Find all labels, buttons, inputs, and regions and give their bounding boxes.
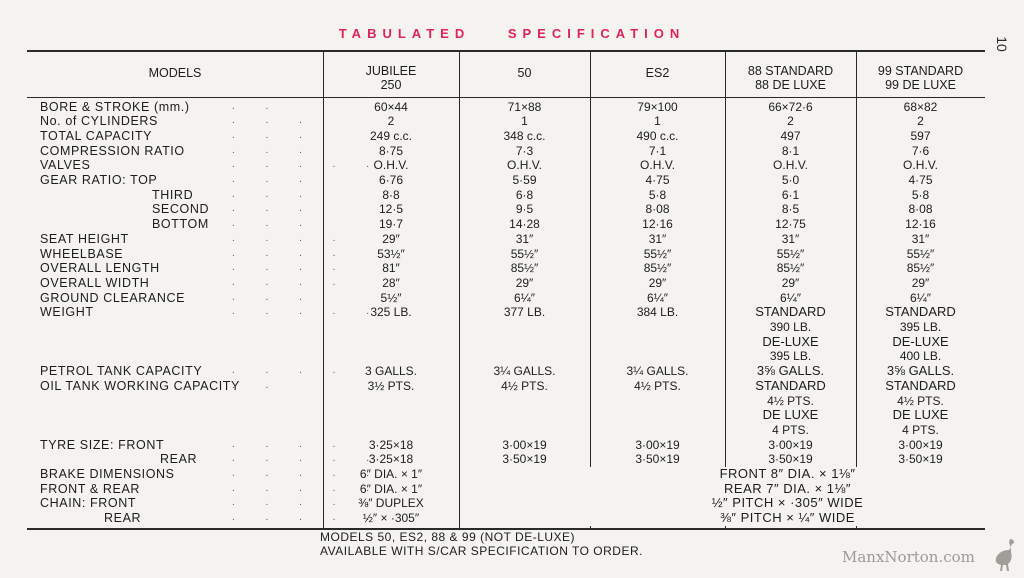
table-cell: 5·59 xyxy=(512,173,537,187)
table-cell: 390 LB. xyxy=(769,320,812,334)
footnote-line-1: MODELS 50, ES2, 88 & 99 (NOT DE-LUXE) xyxy=(320,530,576,544)
table-cell: 31″ xyxy=(781,231,800,246)
leader-dots: . . xyxy=(232,100,283,112)
table-cell: 2 xyxy=(387,114,395,129)
row-label: VALVES xyxy=(40,158,91,173)
table-cell: 12·5 xyxy=(378,202,404,217)
column-header xyxy=(856,64,985,92)
table-cell: 6¼″ xyxy=(514,290,535,305)
row-label: REAR xyxy=(104,511,142,526)
table-cell: STANDARD xyxy=(755,377,826,393)
leader-dots: . . . xyxy=(232,203,316,215)
table-cell: 81″ xyxy=(382,261,400,276)
table-cell: 29″ xyxy=(382,231,400,246)
column-header xyxy=(459,66,590,80)
row-label: OVERALL LENGTH xyxy=(40,261,160,276)
table-cell: 395 LB. xyxy=(899,320,942,334)
table-cell: 12·16 xyxy=(905,217,936,232)
table-cell: 6″ DIA. × 1″ xyxy=(359,481,423,496)
spanning-cell: REAR 7″ DIA. × 1⅛″ xyxy=(724,480,851,496)
table-cell: 3·25×18 xyxy=(368,452,414,467)
leader-dots: . . . xyxy=(232,144,316,156)
table-cell: DE LUXE xyxy=(762,407,819,423)
table-cell: 400 LB. xyxy=(899,349,942,364)
row-label: OVERALL WIDTH xyxy=(40,275,150,290)
leader-dots: . . . . . xyxy=(232,512,384,524)
leader-dots: . . . . . xyxy=(232,306,384,318)
table-cell: 85½″ xyxy=(906,261,935,276)
table-cell: 4½ PTS. xyxy=(634,378,681,393)
table-cell: 6·8 xyxy=(515,187,534,202)
emu-logo-icon xyxy=(990,536,1020,572)
table-cell: O.H.V. xyxy=(773,158,808,173)
row-label: SECOND xyxy=(152,202,210,217)
column-header-line-2: 250 xyxy=(380,78,402,92)
row-label: BRAKE DIMENSIONS xyxy=(40,467,175,481)
column-header-line-1: JUBILEE xyxy=(365,64,417,78)
table-cell: 8·08 xyxy=(645,202,670,217)
table-cell: STANDARD xyxy=(755,304,826,320)
table-cell: 377 LB. xyxy=(503,305,546,320)
spanning-cell: ⅜″ PITCH × ¼″ WIDE xyxy=(720,510,855,526)
table-cell: 31″ xyxy=(648,231,667,246)
table-cell: ⅜″ DUPLEX xyxy=(358,496,424,511)
table-cell: 66×72·6 xyxy=(768,99,813,114)
table-cell: 3·50×19 xyxy=(898,452,943,467)
table-cell: 4·75 xyxy=(645,173,670,187)
table-cell: 3¼ GALLS. xyxy=(493,364,556,379)
page-title xyxy=(0,26,1024,41)
row-label: PETROL TANK CAPACITY xyxy=(40,364,203,379)
table-cell: 6″ DIA. × 1″ xyxy=(359,467,423,481)
table-cell: 3·50×19 xyxy=(768,452,813,467)
table-cell: 85½″ xyxy=(776,261,805,276)
table-cell: 85½″ xyxy=(510,261,539,276)
table-cell: 395 LB. xyxy=(769,349,812,364)
table-cell: 5·8 xyxy=(911,187,930,202)
row-label: WEIGHT xyxy=(40,305,94,320)
table-cell: 68×82 xyxy=(903,99,938,114)
table-cell: 4 PTS. xyxy=(902,422,939,437)
page-number: 10 xyxy=(993,36,1010,52)
table-cell: 5·8 xyxy=(648,187,667,202)
column-header-line-2: 88 DE LUXE xyxy=(755,78,826,92)
table-cell: 29″ xyxy=(648,275,667,290)
table-cell: 3·00×19 xyxy=(768,437,813,452)
table-cell: 14·28 xyxy=(509,217,540,232)
table-cell: 490 c.c. xyxy=(636,128,679,143)
leader-dots: . . xyxy=(232,379,283,391)
table-cell: 55½″ xyxy=(510,246,539,261)
page-title-word-1: TABULATED xyxy=(338,26,471,41)
table-cell: 55½″ xyxy=(643,246,672,261)
table-cell: 12·16 xyxy=(642,217,673,232)
leader-dots: . . . . . xyxy=(232,159,384,171)
table-cell: 5½″ xyxy=(380,290,402,305)
table-cell: 3·50×19 xyxy=(635,452,680,467)
table-cell: 4·75 xyxy=(908,173,933,187)
leader-dots: . . . . xyxy=(232,247,350,259)
table-cell: 53½″ xyxy=(377,246,405,261)
leader-dots: . . . . . xyxy=(232,453,384,465)
column-header-line-1: 88 STANDARD xyxy=(747,64,834,78)
table-cell: STANDARD xyxy=(885,304,956,320)
table-cell: 5·0 xyxy=(781,173,800,187)
table-cell: 3·00×19 xyxy=(502,437,547,452)
footnote-line-2: AVAILABLE WITH S/CAR SPECIFICATION TO ORDER. xyxy=(320,544,643,558)
column-header xyxy=(323,64,459,92)
table-cell: 6·1 xyxy=(781,187,800,202)
row-label: WHEELBASE xyxy=(40,246,124,261)
table-cell: 2 xyxy=(787,114,794,129)
row-label: TYRE SIZE: FRONT xyxy=(40,437,165,452)
row-label: TOTAL CAPACITY xyxy=(40,128,153,143)
top-rule xyxy=(27,50,985,52)
table-cell: 6¼″ xyxy=(910,290,931,305)
footnote xyxy=(320,530,643,558)
table-cell: 2 xyxy=(917,114,924,129)
table-cell: 3·00×19 xyxy=(635,437,680,452)
table-cell: 7·3 xyxy=(515,143,534,158)
spanning-cell: ½″ PITCH × ·305″ WIDE xyxy=(711,495,864,511)
leader-dots: . . . xyxy=(232,174,316,185)
row-label: BORE & STROKE (mm.) xyxy=(40,99,190,114)
table-cell: 6·76 xyxy=(378,173,404,187)
row-label: SEAT HEIGHT xyxy=(40,231,129,246)
leader-dots: . . . xyxy=(232,188,316,200)
column-header-line-1: 99 STANDARD xyxy=(877,64,964,78)
row-label: REAR xyxy=(160,452,198,467)
table-cell: 4½ PTS. xyxy=(767,393,814,408)
table-cell: 29″ xyxy=(781,275,800,290)
table-cell: 55½″ xyxy=(906,246,935,261)
table-cell: 6¼″ xyxy=(780,290,801,305)
table-cell: 12·75 xyxy=(775,217,806,232)
row-label: OIL TANK WORKING CAPACITY xyxy=(40,378,240,393)
table-cell: DE-LUXE xyxy=(892,333,949,349)
table-cell: 3 GALLS. xyxy=(364,364,418,379)
header-bottom-rule xyxy=(27,97,985,98)
table-cell: 8·5 xyxy=(781,202,800,217)
table-cell: 325 LB. xyxy=(370,305,412,320)
table-cell: 6¼″ xyxy=(647,290,668,305)
table-cell: 19·7 xyxy=(378,217,404,232)
table-cell: 597 xyxy=(910,128,931,143)
table-cell: 4½ PTS. xyxy=(897,393,944,408)
table-cell: 7·6 xyxy=(911,143,930,158)
table-cell: 29″ xyxy=(911,275,930,290)
row-label: FRONT & REAR xyxy=(40,481,141,496)
table-cell: ½″ × ·305″ xyxy=(362,511,420,526)
table-cell: 3·50×19 xyxy=(502,452,547,467)
leader-dots: . . . xyxy=(232,291,316,303)
leader-dots: . . . xyxy=(232,129,316,141)
table-cell: STANDARD xyxy=(885,377,956,393)
leader-dots: . . . . . xyxy=(232,468,384,479)
table-cell: 55½″ xyxy=(776,246,805,261)
row-label: COMPRESSION RATIO xyxy=(40,143,185,158)
table-cell: 3¼ GALLS. xyxy=(626,364,689,379)
table-cell: 3·25×18 xyxy=(368,437,414,452)
row-label: No. of CYLINDERS xyxy=(40,114,158,129)
spanning-cell: FRONT 8″ DIA. × 1⅛″ xyxy=(719,466,856,481)
table-cell: 3⅝ GALLS. xyxy=(756,363,825,379)
table-cell: 28″ xyxy=(382,275,400,290)
table-cell: 3½ PTS. xyxy=(367,378,415,393)
row-label: GROUND CLEARANCE xyxy=(40,290,186,305)
table-cell: 4½ PTS. xyxy=(501,378,548,393)
table-cell: 85½″ xyxy=(643,261,672,276)
leader-dots: . . . . . xyxy=(232,482,384,494)
table-cell: 348 c.c. xyxy=(503,128,546,143)
leader-dots: . . . xyxy=(232,218,316,230)
table-cell: 8·75 xyxy=(378,143,404,158)
table-cell: 8·08 xyxy=(908,202,933,217)
leader-dots: . . . . xyxy=(232,276,350,288)
leader-dots: . . . . . xyxy=(232,497,384,509)
table-cell: 4 PTS. xyxy=(772,422,809,437)
table-cell: DE-LUXE xyxy=(762,333,819,349)
leader-dots: . . . xyxy=(232,115,316,127)
row-label: GEAR RATIO: TOP xyxy=(40,173,158,187)
table-cell: 9·5 xyxy=(515,202,534,217)
table-cell: 8·1 xyxy=(781,143,800,158)
table-cell: 60×44 xyxy=(374,99,408,114)
table-cell: 79×100 xyxy=(637,99,678,114)
table-cell: 3·00×19 xyxy=(898,437,943,452)
table-cell: 384 LB. xyxy=(636,305,679,320)
table-cell: 29″ xyxy=(515,275,534,290)
table-cell: 249 c.c. xyxy=(369,128,413,143)
leader-dots: . . . . xyxy=(232,232,350,244)
column-header xyxy=(590,66,725,80)
leader-dots: . . . . xyxy=(232,365,350,377)
table-cell: 31″ xyxy=(515,231,534,246)
table-cell: 8·8 xyxy=(382,187,400,202)
table-cell: 31″ xyxy=(911,231,930,246)
column-header-line-1: 50 xyxy=(517,66,532,80)
models-header: MODELS xyxy=(148,66,202,80)
table-cell: DE LUXE xyxy=(892,407,949,423)
table-cell: 71×88 xyxy=(507,99,542,114)
column-header-line-2: 99 DE LUXE xyxy=(885,78,956,92)
column-header-line-1: ES2 xyxy=(645,66,670,80)
table-cell: O.H.V. xyxy=(903,158,938,173)
table-cell: 497 xyxy=(780,128,801,143)
column-header xyxy=(725,64,856,92)
row-label: THIRD xyxy=(152,187,194,202)
table-cell: 1 xyxy=(654,114,661,129)
leader-dots: . . . . xyxy=(232,262,350,274)
leader-dots: . . . . xyxy=(232,438,350,450)
table-cell: 1 xyxy=(521,114,528,129)
table-cell: O.H.V. xyxy=(373,158,409,173)
page-title-word-2: SPECIFICATION xyxy=(507,26,686,41)
table-cell: 3⅝ GALLS. xyxy=(886,363,955,379)
table-cell: O.H.V. xyxy=(640,158,675,173)
watermark: ManxNorton.com xyxy=(842,548,975,566)
row-label: BOTTOM xyxy=(152,217,209,232)
row-label: CHAIN: FRONT xyxy=(40,496,137,511)
table-cell: 7·1 xyxy=(648,143,667,158)
table-cell: O.H.V. xyxy=(507,158,542,173)
